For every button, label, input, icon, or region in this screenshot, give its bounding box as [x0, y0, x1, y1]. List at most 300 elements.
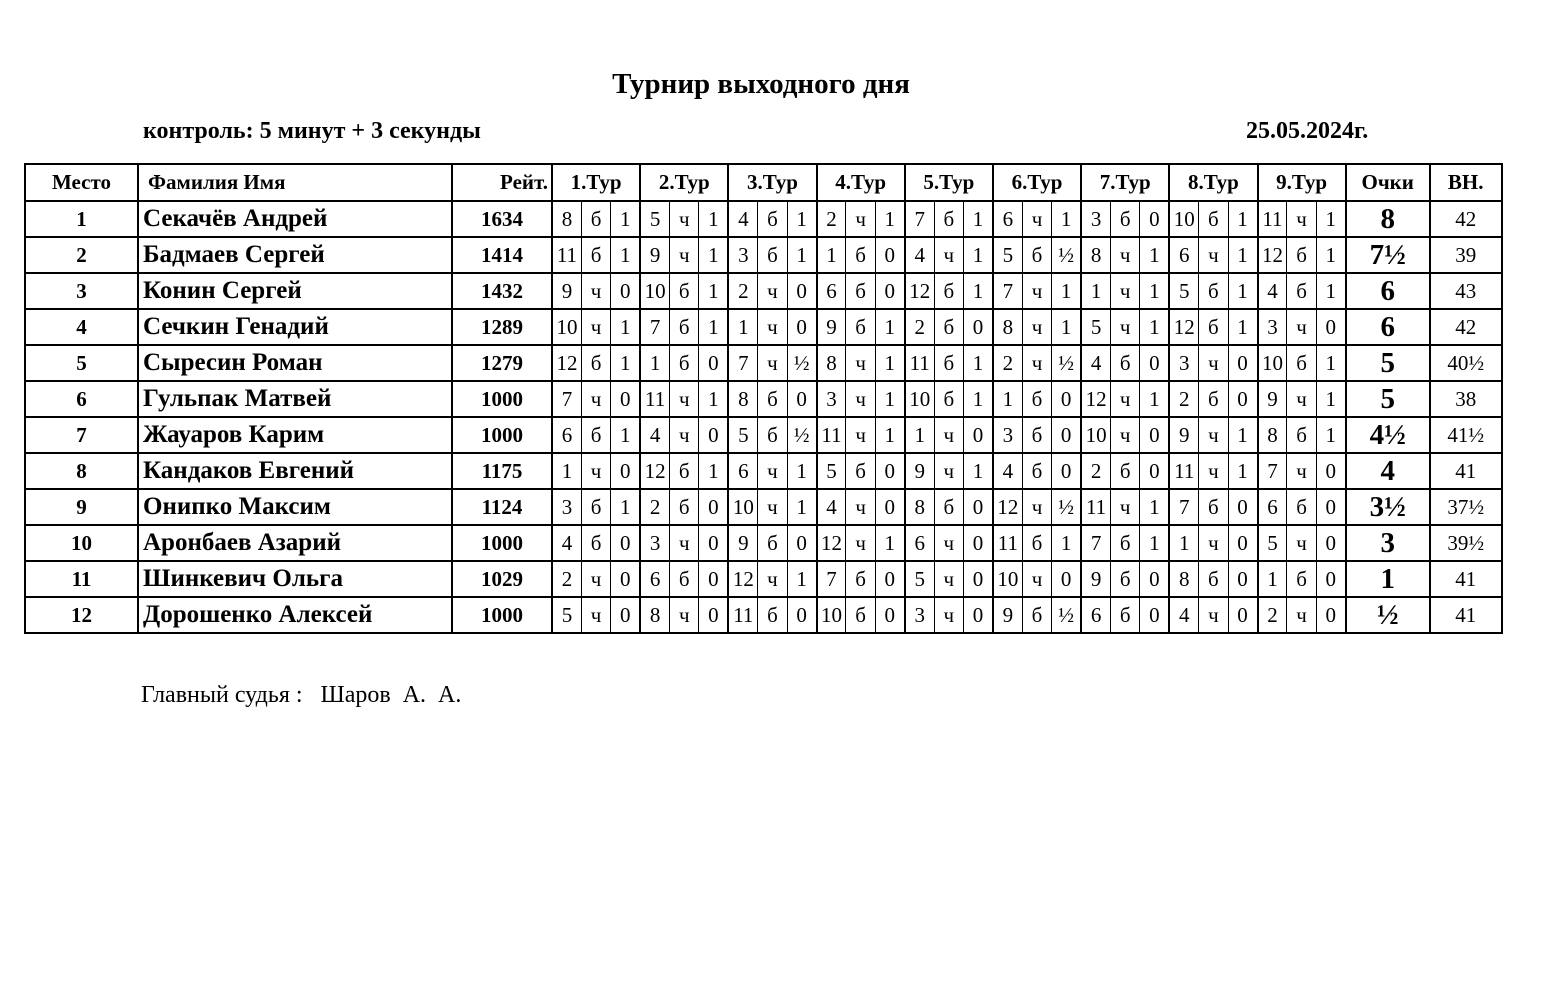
round-8-opponent-cell: 10	[1169, 201, 1198, 237]
round-6-opponent-cell: 11	[993, 525, 1022, 561]
place-cell: 8	[25, 453, 138, 489]
round-5-color-cell: ч	[934, 417, 963, 453]
round-6-result-cell: 1	[1052, 309, 1081, 345]
round-6-opponent-cell: 6	[993, 201, 1022, 237]
round-2-result-cell: 0	[699, 417, 728, 453]
round-2-opponent-cell: 9	[640, 237, 669, 273]
round-5-result-cell: 0	[964, 561, 993, 597]
round-6-result-cell: 1	[1052, 201, 1081, 237]
round-7-result-cell: 1	[1140, 237, 1169, 273]
round-4-opponent-cell: 11	[817, 417, 846, 453]
round-6-opponent-cell: 3	[993, 417, 1022, 453]
header-name: Фамилия Имя	[138, 164, 452, 201]
place-cell: 7	[25, 417, 138, 453]
round-1-result-cell: 0	[611, 561, 640, 597]
round-6-result-cell: 0	[1052, 453, 1081, 489]
round-3-result-cell: 1	[787, 201, 816, 237]
round-2-color-cell: б	[670, 273, 699, 309]
round-2-opponent-cell: 4	[640, 417, 669, 453]
round-3-result-cell: 1	[787, 561, 816, 597]
round-1-opponent-cell: 11	[552, 237, 581, 273]
table-row	[25, 597, 1502, 633]
round-1-opponent-cell: 2	[552, 561, 581, 597]
round-8-result-cell: 0	[1228, 489, 1257, 525]
round-1-opponent-cell: 7	[552, 381, 581, 417]
buchholz-cell: 41	[1430, 453, 1502, 489]
round-7-result-cell: 0	[1140, 201, 1169, 237]
round-8-color-cell: ч	[1199, 417, 1228, 453]
round-8-color-cell: ч	[1199, 453, 1228, 489]
round-4-color-cell: ч	[846, 345, 875, 381]
round-9-color-cell: б	[1287, 237, 1316, 273]
round-2-result-cell: 1	[699, 273, 728, 309]
round-7-result-cell: 0	[1140, 417, 1169, 453]
table-row	[25, 417, 1502, 453]
round-7-color-cell: ч	[1111, 417, 1140, 453]
round-5-result-cell: 1	[964, 345, 993, 381]
round-4-result-cell: 0	[875, 597, 904, 633]
round-9-opponent-cell: 12	[1258, 237, 1287, 273]
player-name-cell: Бадмаев Сергей	[138, 237, 452, 273]
round-6-opponent-cell: 2	[993, 345, 1022, 381]
round-3-result-cell: 0	[787, 381, 816, 417]
round-9-result-cell: 1	[1316, 381, 1345, 417]
round-2-color-cell: ч	[670, 237, 699, 273]
round-1-opponent-cell: 1	[552, 453, 581, 489]
header-round-1: 1.Тур	[552, 164, 640, 201]
round-2-color-cell: ч	[670, 381, 699, 417]
page-title: Турнир выходного дня	[612, 68, 910, 100]
round-3-color-cell: ч	[758, 561, 787, 597]
round-9-color-cell: ч	[1287, 453, 1316, 489]
player-name-cell: Онипко Максим	[138, 489, 452, 525]
round-4-color-cell: б	[846, 453, 875, 489]
place-cell: 12	[25, 597, 138, 633]
round-1-result-cell: 1	[611, 489, 640, 525]
round-6-color-cell: б	[1022, 453, 1051, 489]
rating-cell: 1029	[452, 561, 552, 597]
round-5-color-cell: б	[934, 201, 963, 237]
header-round-3: 3.Тур	[728, 164, 816, 201]
table-row	[25, 525, 1502, 561]
round-8-opponent-cell: 11	[1169, 453, 1198, 489]
header-round-4: 4.Тур	[817, 164, 905, 201]
round-9-color-cell: ч	[1287, 201, 1316, 237]
round-4-opponent-cell: 10	[817, 597, 846, 633]
buchholz-cell: 41	[1430, 561, 1502, 597]
round-8-result-cell: 1	[1228, 309, 1257, 345]
round-4-result-cell: 0	[875, 453, 904, 489]
round-6-result-cell: 0	[1052, 561, 1081, 597]
round-4-color-cell: б	[846, 597, 875, 633]
round-5-color-cell: ч	[934, 597, 963, 633]
buchholz-cell: 38	[1430, 381, 1502, 417]
round-7-opponent-cell: 9	[1081, 561, 1110, 597]
round-9-result-cell: 0	[1316, 489, 1345, 525]
round-2-color-cell: б	[670, 561, 699, 597]
round-8-result-cell: 0	[1228, 525, 1257, 561]
rating-cell: 1000	[452, 417, 552, 453]
round-3-result-cell: ½	[787, 345, 816, 381]
rating-cell: 1124	[452, 489, 552, 525]
round-8-opponent-cell: 3	[1169, 345, 1198, 381]
round-2-result-cell: 1	[699, 453, 728, 489]
round-8-color-cell: ч	[1199, 237, 1228, 273]
header-place: Место	[25, 164, 138, 201]
round-3-opponent-cell: 5	[728, 417, 757, 453]
round-9-color-cell: б	[1287, 345, 1316, 381]
round-7-color-cell: б	[1111, 201, 1140, 237]
round-5-opponent-cell: 7	[905, 201, 934, 237]
round-2-opponent-cell: 1	[640, 345, 669, 381]
round-2-opponent-cell: 3	[640, 525, 669, 561]
round-2-opponent-cell: 8	[640, 597, 669, 633]
round-9-opponent-cell: 3	[1258, 309, 1287, 345]
round-2-color-cell: ч	[670, 201, 699, 237]
round-7-result-cell: 1	[1140, 489, 1169, 525]
round-6-color-cell: б	[1022, 381, 1051, 417]
round-9-opponent-cell: 5	[1258, 525, 1287, 561]
header-round-8: 8.Тур	[1169, 164, 1257, 201]
round-5-opponent-cell: 6	[905, 525, 934, 561]
round-5-opponent-cell: 2	[905, 309, 934, 345]
points-cell: 3½	[1346, 489, 1430, 525]
round-9-color-cell: б	[1287, 489, 1316, 525]
round-2-opponent-cell: 7	[640, 309, 669, 345]
player-name-cell: Секачёв Андрей	[138, 201, 452, 237]
round-3-color-cell: б	[758, 201, 787, 237]
round-7-color-cell: б	[1111, 597, 1140, 633]
round-8-opponent-cell: 2	[1169, 381, 1198, 417]
round-7-color-cell: б	[1111, 345, 1140, 381]
round-4-color-cell: ч	[846, 417, 875, 453]
round-3-color-cell: б	[758, 417, 787, 453]
round-6-color-cell: ч	[1022, 561, 1051, 597]
standings-body	[25, 201, 1502, 633]
round-5-opponent-cell: 1	[905, 417, 934, 453]
round-1-result-cell: 1	[611, 201, 640, 237]
round-4-opponent-cell: 7	[817, 561, 846, 597]
round-5-color-cell: ч	[934, 525, 963, 561]
round-7-opponent-cell: 7	[1081, 525, 1110, 561]
round-9-color-cell: ч	[1287, 597, 1316, 633]
round-4-opponent-cell: 9	[817, 309, 846, 345]
round-7-color-cell: ч	[1111, 381, 1140, 417]
round-2-color-cell: б	[670, 309, 699, 345]
table-row	[25, 309, 1502, 345]
rating-cell: 1289	[452, 309, 552, 345]
round-2-opponent-cell: 10	[640, 273, 669, 309]
round-6-result-cell: 0	[1052, 417, 1081, 453]
round-7-color-cell: б	[1111, 525, 1140, 561]
round-7-opponent-cell: 8	[1081, 237, 1110, 273]
rating-cell: 1000	[452, 525, 552, 561]
round-8-color-cell: ч	[1199, 597, 1228, 633]
points-cell: 7½	[1346, 237, 1430, 273]
round-6-opponent-cell: 7	[993, 273, 1022, 309]
round-8-result-cell: 1	[1228, 237, 1257, 273]
round-5-result-cell: 0	[964, 309, 993, 345]
round-7-opponent-cell: 5	[1081, 309, 1110, 345]
round-4-opponent-cell: 6	[817, 273, 846, 309]
round-9-result-cell: 1	[1316, 273, 1345, 309]
place-cell: 4	[25, 309, 138, 345]
header-buchholz: ВН.	[1430, 164, 1502, 201]
tournament-date: 25.05.2024г.	[1246, 118, 1369, 144]
round-4-result-cell: 1	[875, 381, 904, 417]
points-cell: 3	[1346, 525, 1430, 561]
round-1-result-cell: 0	[611, 381, 640, 417]
round-5-opponent-cell: 12	[905, 273, 934, 309]
round-6-color-cell: ч	[1022, 489, 1051, 525]
round-5-result-cell: 1	[964, 201, 993, 237]
round-8-opponent-cell: 8	[1169, 561, 1198, 597]
round-3-opponent-cell: 11	[728, 597, 757, 633]
round-1-opponent-cell: 6	[552, 417, 581, 453]
place-cell: 10	[25, 525, 138, 561]
round-4-opponent-cell: 2	[817, 201, 846, 237]
round-1-result-cell: 0	[611, 453, 640, 489]
round-4-result-cell: 0	[875, 489, 904, 525]
round-8-color-cell: ч	[1199, 525, 1228, 561]
round-8-result-cell: 0	[1228, 345, 1257, 381]
points-cell: 5	[1346, 381, 1430, 417]
player-name-cell: Гульпак Матвей	[138, 381, 452, 417]
round-9-opponent-cell: 2	[1258, 597, 1287, 633]
round-9-result-cell: 0	[1316, 561, 1345, 597]
round-7-color-cell: ч	[1111, 273, 1140, 309]
round-1-result-cell: 0	[611, 273, 640, 309]
round-2-opponent-cell: 11	[640, 381, 669, 417]
table-row	[25, 489, 1502, 525]
round-5-color-cell: б	[934, 309, 963, 345]
player-name-cell: Кандаков Евгений	[138, 453, 452, 489]
buchholz-cell: 40½	[1430, 345, 1502, 381]
round-1-color-cell: б	[581, 489, 610, 525]
round-4-color-cell: ч	[846, 525, 875, 561]
round-7-opponent-cell: 2	[1081, 453, 1110, 489]
round-8-opponent-cell: 12	[1169, 309, 1198, 345]
round-2-result-cell: 0	[699, 561, 728, 597]
round-4-opponent-cell: 8	[817, 345, 846, 381]
round-3-opponent-cell: 2	[728, 273, 757, 309]
round-3-color-cell: б	[758, 237, 787, 273]
place-cell: 3	[25, 273, 138, 309]
round-6-color-cell: б	[1022, 237, 1051, 273]
round-8-opponent-cell: 7	[1169, 489, 1198, 525]
buchholz-cell: 39½	[1430, 525, 1502, 561]
round-4-opponent-cell: 12	[817, 525, 846, 561]
rating-cell: 1634	[452, 201, 552, 237]
round-7-opponent-cell: 10	[1081, 417, 1110, 453]
round-1-opponent-cell: 3	[552, 489, 581, 525]
round-4-result-cell: 1	[875, 345, 904, 381]
round-3-opponent-cell: 7	[728, 345, 757, 381]
round-3-opponent-cell: 3	[728, 237, 757, 273]
round-5-color-cell: б	[934, 273, 963, 309]
round-7-result-cell: 1	[1140, 273, 1169, 309]
round-4-opponent-cell: 5	[817, 453, 846, 489]
round-9-result-cell: 1	[1316, 345, 1345, 381]
round-3-color-cell: ч	[758, 309, 787, 345]
place-cell: 11	[25, 561, 138, 597]
table-row	[25, 273, 1502, 309]
round-1-color-cell: б	[581, 237, 610, 273]
round-3-opponent-cell: 10	[728, 489, 757, 525]
round-1-color-cell: ч	[581, 273, 610, 309]
round-1-opponent-cell: 12	[552, 345, 581, 381]
table-row	[25, 453, 1502, 489]
round-4-opponent-cell: 1	[817, 237, 846, 273]
place-cell: 5	[25, 345, 138, 381]
round-6-result-cell: ½	[1052, 345, 1081, 381]
rating-cell: 1432	[452, 273, 552, 309]
round-3-result-cell: 0	[787, 309, 816, 345]
round-5-opponent-cell: 10	[905, 381, 934, 417]
rating-cell: 1000	[452, 597, 552, 633]
round-7-result-cell: 0	[1140, 561, 1169, 597]
round-2-result-cell: 1	[699, 201, 728, 237]
round-6-opponent-cell: 9	[993, 597, 1022, 633]
round-3-result-cell: 1	[787, 489, 816, 525]
round-3-color-cell: ч	[758, 345, 787, 381]
round-2-result-cell: 0	[699, 597, 728, 633]
round-4-color-cell: б	[846, 561, 875, 597]
player-name-cell: Дорошенко Алексей	[138, 597, 452, 633]
round-8-result-cell: 1	[1228, 453, 1257, 489]
round-9-opponent-cell: 9	[1258, 381, 1287, 417]
round-5-color-cell: ч	[934, 561, 963, 597]
round-5-opponent-cell: 3	[905, 597, 934, 633]
round-1-color-cell: ч	[581, 309, 610, 345]
round-4-color-cell: б	[846, 273, 875, 309]
round-9-color-cell: б	[1287, 273, 1316, 309]
round-8-opponent-cell: 5	[1169, 273, 1198, 309]
round-4-opponent-cell: 3	[817, 381, 846, 417]
round-1-opponent-cell: 4	[552, 525, 581, 561]
round-7-result-cell: 1	[1140, 309, 1169, 345]
header-rating: Рейт.	[452, 164, 552, 201]
round-5-result-cell: 1	[964, 453, 993, 489]
round-2-opponent-cell: 2	[640, 489, 669, 525]
rating-cell: 1414	[452, 237, 552, 273]
points-cell: 6	[1346, 273, 1430, 309]
round-7-result-cell: 0	[1140, 453, 1169, 489]
table-row	[25, 561, 1502, 597]
round-5-color-cell: б	[934, 345, 963, 381]
round-9-result-cell: 1	[1316, 237, 1345, 273]
round-9-result-cell: 1	[1316, 201, 1345, 237]
round-1-result-cell: 1	[611, 417, 640, 453]
table-row	[25, 381, 1502, 417]
round-7-color-cell: б	[1111, 453, 1140, 489]
round-8-result-cell: 1	[1228, 273, 1257, 309]
round-3-result-cell: 1	[787, 237, 816, 273]
round-7-opponent-cell: 6	[1081, 597, 1110, 633]
round-6-color-cell: ч	[1022, 309, 1051, 345]
round-5-opponent-cell: 5	[905, 561, 934, 597]
round-2-result-cell: 1	[699, 381, 728, 417]
round-9-opponent-cell: 10	[1258, 345, 1287, 381]
round-8-opponent-cell: 1	[1169, 525, 1198, 561]
round-2-color-cell: ч	[670, 417, 699, 453]
round-8-color-cell: б	[1199, 381, 1228, 417]
round-2-color-cell: б	[670, 345, 699, 381]
round-8-result-cell: 1	[1228, 417, 1257, 453]
round-5-color-cell: б	[934, 489, 963, 525]
round-6-color-cell: ч	[1022, 201, 1051, 237]
round-1-result-cell: 1	[611, 309, 640, 345]
round-4-color-cell: б	[846, 309, 875, 345]
round-1-color-cell: ч	[581, 561, 610, 597]
round-7-color-cell: б	[1111, 561, 1140, 597]
round-4-result-cell: 1	[875, 201, 904, 237]
player-name-cell: Сечкин Генадий	[138, 309, 452, 345]
round-8-result-cell: 0	[1228, 597, 1257, 633]
round-2-opponent-cell: 12	[640, 453, 669, 489]
standings-table	[24, 163, 1503, 634]
round-2-opponent-cell: 6	[640, 561, 669, 597]
round-3-color-cell: ч	[758, 489, 787, 525]
round-1-color-cell: б	[581, 201, 610, 237]
round-2-color-cell: б	[670, 453, 699, 489]
round-9-result-cell: 1	[1316, 417, 1345, 453]
place-cell: 1	[25, 201, 138, 237]
round-1-opponent-cell: 5	[552, 597, 581, 633]
header-round-2: 2.Тур	[640, 164, 728, 201]
round-1-result-cell: 1	[611, 237, 640, 273]
buchholz-cell: 42	[1430, 309, 1502, 345]
round-6-color-cell: ч	[1022, 273, 1051, 309]
round-3-color-cell: ч	[758, 453, 787, 489]
round-6-color-cell: б	[1022, 417, 1051, 453]
round-6-result-cell: 0	[1052, 381, 1081, 417]
round-1-result-cell: 0	[611, 597, 640, 633]
round-2-result-cell: 0	[699, 489, 728, 525]
round-4-result-cell: 0	[875, 561, 904, 597]
points-cell: 8	[1346, 201, 1430, 237]
round-9-opponent-cell: 7	[1258, 453, 1287, 489]
round-9-opponent-cell: 8	[1258, 417, 1287, 453]
round-1-color-cell: б	[581, 345, 610, 381]
buchholz-cell: 39	[1430, 237, 1502, 273]
round-8-result-cell: 1	[1228, 201, 1257, 237]
round-5-result-cell: 0	[964, 525, 993, 561]
round-2-result-cell: 0	[699, 525, 728, 561]
buchholz-cell: 42	[1430, 201, 1502, 237]
round-7-opponent-cell: 4	[1081, 345, 1110, 381]
round-7-opponent-cell: 1	[1081, 273, 1110, 309]
round-4-result-cell: 1	[875, 525, 904, 561]
round-6-opponent-cell: 5	[993, 237, 1022, 273]
round-2-result-cell: 1	[699, 237, 728, 273]
round-5-result-cell: 0	[964, 597, 993, 633]
round-1-color-cell: ч	[581, 597, 610, 633]
round-7-result-cell: 0	[1140, 597, 1169, 633]
round-9-opponent-cell: 11	[1258, 201, 1287, 237]
round-7-result-cell: 1	[1140, 525, 1169, 561]
buchholz-cell: 41½	[1430, 417, 1502, 453]
table-row	[25, 237, 1502, 273]
round-6-result-cell: ½	[1052, 597, 1081, 633]
place-cell: 9	[25, 489, 138, 525]
round-8-opponent-cell: 4	[1169, 597, 1198, 633]
round-6-result-cell: ½	[1052, 237, 1081, 273]
player-name-cell: Конин Сергей	[138, 273, 452, 309]
round-8-color-cell: б	[1199, 273, 1228, 309]
round-7-color-cell: ч	[1111, 309, 1140, 345]
round-1-color-cell: б	[581, 417, 610, 453]
